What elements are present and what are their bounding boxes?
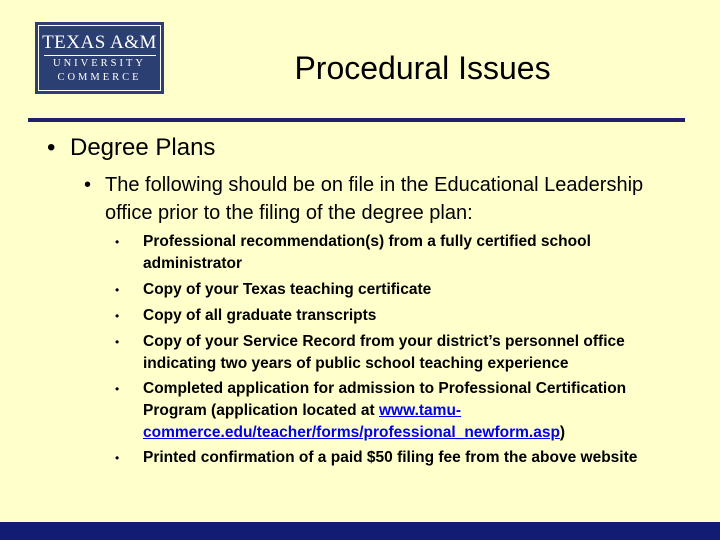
application-form-link[interactable]: www.tamu-commerce.edu/teacher/forms/professional_newform.asp bbox=[143, 402, 560, 441]
list-item-text: Copy of your Texas teaching certificate bbox=[143, 281, 432, 298]
logo-frame bbox=[38, 25, 161, 91]
title-divider bbox=[28, 118, 685, 122]
university-logo bbox=[35, 22, 164, 94]
bullet-icon: • bbox=[84, 174, 92, 196]
bullet-icon: • bbox=[115, 451, 120, 465]
logo-line-1: TEXAS A&M bbox=[42, 32, 157, 53]
slide-title: Procedural Issues bbox=[294, 50, 551, 86]
list-item-text: Professional recommendation(s) from a fully certified school administrator bbox=[143, 233, 591, 272]
bullet-icon: • bbox=[115, 309, 120, 323]
logo-line-3: COMMERCE bbox=[57, 71, 142, 83]
list-item-text bbox=[143, 378, 688, 444]
list-item-text-before: Completed application for admission to Professional Certification Program (application located at bbox=[143, 380, 627, 419]
list-item-text-after: ) bbox=[559, 424, 566, 441]
bullet-icon: • bbox=[115, 235, 120, 249]
bullet-icon: • bbox=[47, 134, 56, 161]
logo-divider bbox=[44, 55, 156, 56]
bullet-icon: • bbox=[115, 335, 120, 349]
list-item-text: Printed confirmation of a paid $50 filing fee from the above website bbox=[143, 449, 638, 466]
sub-bullet-text: The following should be on file in the Educational Leadership office prior to the filing of the degree plan: bbox=[105, 174, 644, 224]
list-item-text: Copy of all graduate transcripts bbox=[143, 307, 377, 324]
footer-bar bbox=[0, 522, 720, 540]
list-item-text: Copy of your Service Record from your district’s personnel office indicating two years of public school teaching experience bbox=[143, 333, 625, 372]
bullet-text: Degree Plans bbox=[70, 134, 216, 161]
logo-line-2: UNIVERSITY bbox=[53, 58, 146, 69]
bullet-icon: • bbox=[115, 382, 120, 396]
bullet-icon: • bbox=[115, 283, 120, 297]
